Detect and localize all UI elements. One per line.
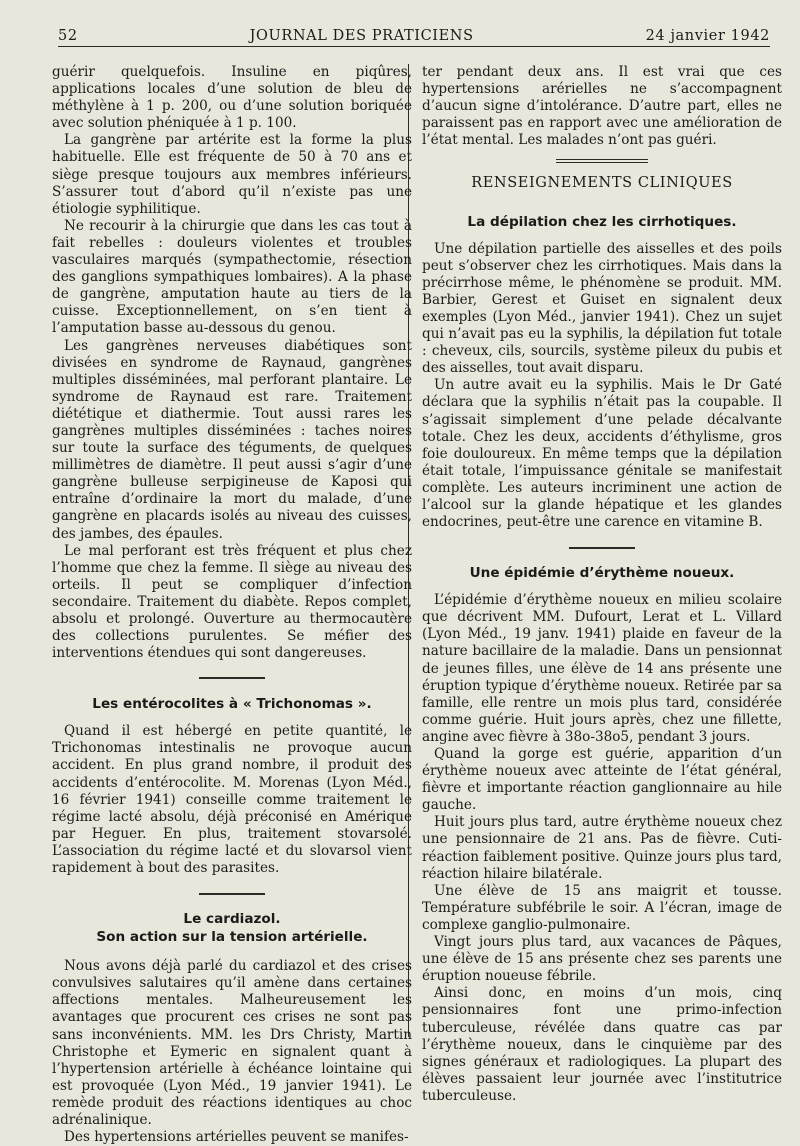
page-number: 52 xyxy=(58,28,78,44)
paragraph: Huit jours plus tard, autre érythème noueux chez une pensionnaire de 21 ans. Pas de fièvre. Cuti-réaction faiblement positive. Quinze jours plus tard, réaction hilaire bilatérale. xyxy=(422,814,782,882)
article-heading: Les entérocolites à « Trichonomas ». xyxy=(92,696,372,713)
article-heading: La dépilation chez les cirrhotiques. xyxy=(467,213,737,230)
paragraph: Nous avons déjà parlé du cardiazol et des crises convulsives salutaires qu’il amène dans certaines affections mentales. Malheureusement les avantages que procurent ces crises ne sont pas sans inconvénients. MM. les Drs Christy, Martin Christophe et Eymeric en signalent quant à l’hypertension artérielle à échéance lointaine qui est provoquée (Lyon Méd., 19 janvier 1941). Le remède produit des réactions identiques au choc adrénalinique. xyxy=(52,958,412,1128)
paragraph: Une élève de 15 ans maigrit et tousse. Température subfébrile le soir. A l’écran, image de complexe ganglio-pulmonaire. xyxy=(422,882,782,933)
paragraph: Une dépilation partielle des aisselles et des poils peut s’observer chez les cirrhotiques. Mais dans la précirrhose même, le phénomène se produit. MM. Barbier, Gerest et Guiset en signalent deux exemples (Lyon Méd., janvier 1941). Chez un sujet qui n’avait pas eu la syphilis, la dépilation fut totale : cheveux, cils, sourcils, système pileux du pubis et des aisselles, tout avait disparu. xyxy=(422,240,782,377)
paragraph: Ne recourir à la chirurgie que dans les cas tout à fait rebelles : douleurs violentes et troubles vasculaires marqués (sympathectomie, résection des ganglions sympathiques lombaires). A la phase de gangrène, amputation haute au tiers de la cuisse. Exceptionnellement, on s’en tient à l’amputation basse au-dessous du genou. xyxy=(52,217,412,337)
paragraph: Ainsi donc, en moins d’un mois, cinq pensionnaires font une primo-infection tuberculeuse, révélée dans quatre cas par l’érythème noueux, dans le cinquième par des signes généraux et radiologiques. La plupart des élèves passaient leur journée avec l’institutrice tuberculeuse. xyxy=(422,985,782,1104)
paragraph: ter pendant deux ans. Il est vrai que ces hypertensions arérielles ne s’accompagnent d’aucun signe d’intolérance. D’autre part, elles ne paraissent pas en rapport avec une amélioration de l’état mental. Les malades n’ont pas guéri. xyxy=(422,64,782,149)
paragraph: Quand il est hébergé en petite quantité, le Trichonomas intestinalis ne provoque aucun accident. En plus grand nombre, il produit des accidents d’entérocolite. M. Morenas (Lyon Méd., 16 février 1941) conseille comme traitement le régime lacté absolu, déjà préconisé en Amérique par Heguer. En plus, traitement stovarsolé. L’association du régime lacté et du slovarsol vient rapidement à bout des parasites. xyxy=(52,723,412,877)
right-column xyxy=(422,64,782,1105)
section-title: RENSEIGNEMENTS CLINIQUES xyxy=(471,175,733,192)
paragraph: Les gangrènes nerveuses diabétiques sont divisées en syndrome de Raynaud, gangrènes multiples disséminées, mal perforant plantaire. Le syndrome de Raynaud est rare. Traitement diététique et diathermie. Tout aussi rares les gangrènes multiples disséminées : taches noires sur toute la surface des téguments, de quelques millimètres de diamètre. Il peut aussi s’agir d’une gangrène bulleuse serpigineuse de Kaposi qui entraîne d’ordinaire la mort du malade, d’une gangrène en placards isolés au niveau des cuisses, des jambes, des épaules. xyxy=(52,337,412,542)
article-heading: Son action sur la tension artérielle. xyxy=(96,929,368,946)
page-header xyxy=(58,20,770,47)
article-heading: Une épidémie d’érythème noueux. xyxy=(469,565,735,582)
left-column xyxy=(52,64,412,1146)
journal-title: JOURNAL DES PRATICIENS xyxy=(249,28,474,44)
paragraph: L’épidémie d’érythème noueux en milieu scolaire que décrivent MM. Dufourt, Lerat et L. Villard (Lyon Méd., 19 janv. 1941) plaide en faveur de la nature bacillaire de la maladie. Dans un pensionnat de jeunes filles, une élève de 14 ans présente une éruption typique d’érythème noueux. Retirée par sa famille, elle rentre un mois plus tard, considérée comme guérie. Huit jours après, chez une fillette, angine avec fièvre à 38o-38o5, pendant 3 jours. xyxy=(422,592,782,745)
paragraph: Quand la gorge est guérie, apparition d’un érythème noueux avec atteinte de l’état général, fièvre et importante réaction ganglionnaire au hile gauche. xyxy=(422,746,782,814)
paragraph: Vingt jours plus tard, aux vacances de Pâques, une élève de 15 ans présente chez ses parents une éruption noueuse fébrile. xyxy=(422,934,782,985)
paragraph: Le mal perforant est très fréquent et plus chez l’homme que chez la femme. Il siège au niveau des orteils. Il peut se compliquer d’infection secondaire. Traitement du diabète. Repos complet, absolu et prolongé. Ouverture au thermocautère des collections purulentes. Se méfier des interventions étendues qui sont dangereuses. xyxy=(52,542,412,662)
paragraph: Un autre avait eu la syphilis. Mais le Dr Gaté déclara que la syphilis n’était pas la coupable. Il s’agissait simplement d’une pelade décalvante totale. Chez les deux, accidents d’éthylisme, gros foie douloureux. En même temps que la dépilation était totale, l’impuissance génitale se manifestait complète. Les auteurs incriminent une action de l’alcool sur la glande hépatique et les glandes endocrines, peut-être une carence en vitamine B. xyxy=(422,377,782,531)
issue-date: 24 janvier 1942 xyxy=(645,28,770,44)
paragraph: La gangrène par artérite est la forme la plus habituelle. Elle est fréquente de 50 à 70 ans et siège presque toujours aux membres inférieurs. S’assurer tout d’abord qu’il n’existe pas une étiologie syphilitique. xyxy=(52,132,412,217)
article-heading: Le cardiazol. xyxy=(183,911,281,928)
paragraph: guérir quelquefois. Insuline en piqûres, applications locales d’une solution de bleu de méthylène à 1 p. 200, ou d’une solution boriquée avec solution phéniquée à 1 p. 100. xyxy=(52,64,412,132)
paragraph: Des hypertensions artérielles peuvent se manifes- xyxy=(64,1129,409,1146)
